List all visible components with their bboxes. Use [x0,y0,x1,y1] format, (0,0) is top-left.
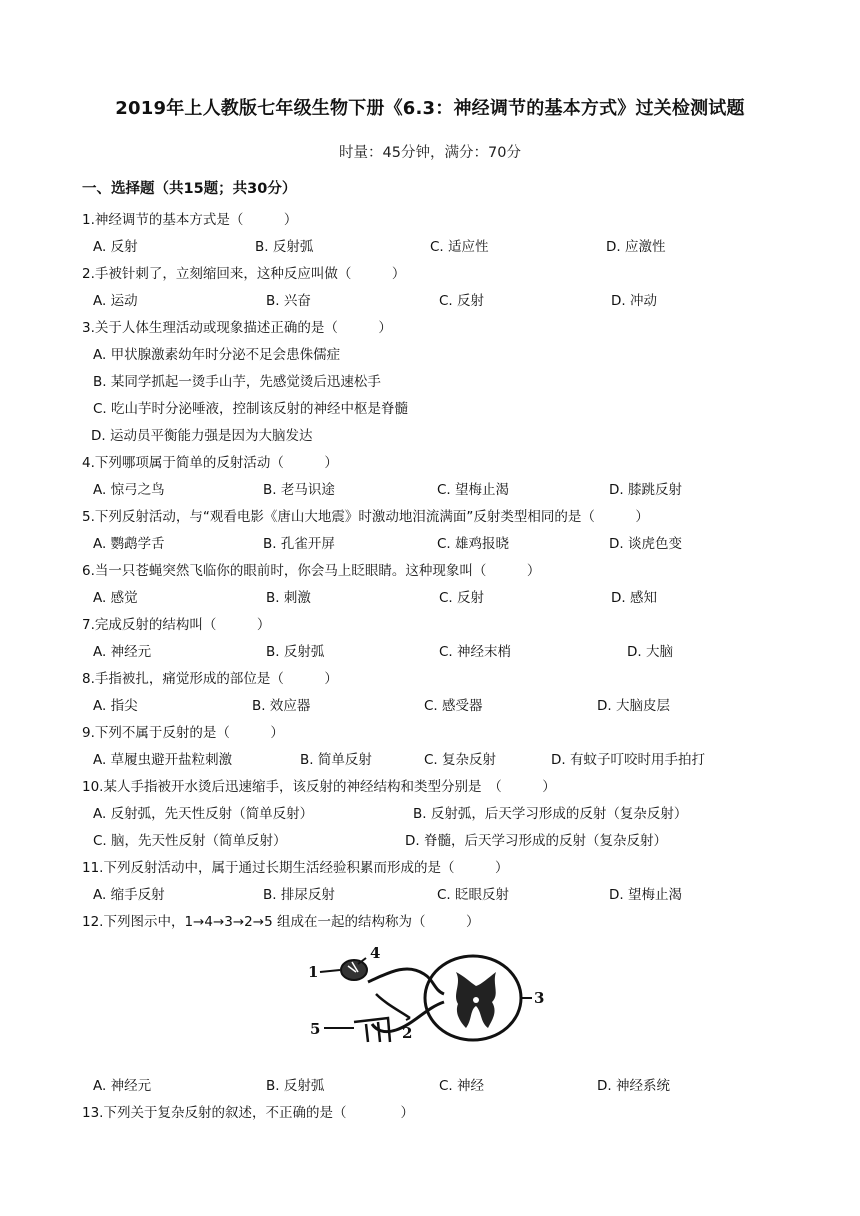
q2-option-b: B. 兴奋 [266,293,311,309]
q12-option-d: D. 神经系统 [597,1078,670,1094]
q11-option-d: D. 望梅止渴 [609,887,682,903]
q7-option-c: C. 神经末梢 [439,644,512,660]
q9-option-c: C. 复杂反射 [424,752,497,768]
q5-option-c: C. 雄鸡报晓 [437,536,510,552]
q9-option-a: A. 草履虫避开盐粒刺激 [93,752,233,768]
figure-label-3: 3 [534,989,545,1007]
q3-option-c: C. 吃山芋时分泌唾液，控制该反射的神经中枢是脊髓 [93,401,409,417]
q9-option-d: D. 有蚊子叮咬时用手拍打 [551,752,705,768]
q6-option-d: D. 感知 [611,590,657,606]
q3-option-b: B. 某同学抓起一烫手山芋，先感觉烫后迅速松手 [93,374,381,390]
q1-option-d: D. 应激性 [606,239,666,255]
q6-option-a: A. 感觉 [93,590,138,606]
q2-option-d: D. 冲动 [611,293,657,309]
question-2-stem: 2.手被针刺了，立刻缩回来，这种反应叫做（ ） [82,266,406,282]
q4-option-b: B. 老马识途 [263,482,335,498]
figure-label-1: 1 [308,963,319,981]
page-title: 2019年上人教版七年级生物下册《6.3：神经调节的基本方式》过关检测试题 [115,98,745,119]
q3-option-d: D. 运动员平衡能力强是因为大脑发达 [91,428,313,444]
q5-option-a: A. 鹦鹉学舌 [93,536,165,552]
q1-option-a: A. 反射 [93,239,138,255]
q6-option-b: B. 刺激 [266,590,311,606]
q8-option-b: B. 效应器 [252,698,311,714]
question-1-stem: 1.神经调节的基本方式是（ ） [82,212,298,228]
q12-option-a: A. 神经元 [93,1078,152,1094]
q8-option-a: A. 指尖 [93,698,138,714]
question-11-stem: 11.下列反射活动中，属于通过长期生活经验积累而形成的是（ ） [82,860,509,876]
q3-option-a: A. 甲状腺激素幼年时分泌不足会患侏儒症 [93,347,341,363]
question-4-stem: 4.下列哪项属于简单的反射活动（ ） [82,455,338,471]
q7-option-d: D. 大脑 [627,644,673,660]
question-13-stem: 13.下列关于复杂反射的叙述，不正确的是（ ） [82,1105,414,1121]
q10-option-d: D. 脊髓，后天学习形成的反射（复杂反射） [405,833,667,849]
question-10-stem: 10.某人手指被开水烫后迅速缩手，该反射的神经结构和类型分别是 （ ） [82,779,556,795]
question-5-stem: 5.下列反射活动，与“观看电影《唐山大地震》时激动地泪流满面”反射类型相同的是（ ） [82,509,649,525]
question-6-stem: 6.当一只苍蝇突然飞临你的眼前时，你会马上眨眼睛。这种现象叫（ ） [82,563,541,579]
q7-option-b: B. 反射弧 [266,644,325,660]
afferent-nerve [368,969,444,994]
section-heading: 一、选择题（共15题；共30分） [82,181,297,197]
q12-option-b: B. 反射弧 [266,1078,325,1094]
q11-option-a: A. 缩手反射 [93,887,165,903]
question-7-stem: 7.完成反射的结构叫（ ） [82,617,271,633]
q12-option-c: C. 神经 [439,1078,485,1094]
effector-shape [354,1018,390,1042]
figure-label-5: 5 [310,1020,321,1038]
q11-option-b: B. 排尿反射 [263,887,335,903]
exam-info: 时量：45分钟，满分：70分 [339,145,521,161]
figure-label-2: 2 [402,1024,413,1042]
q4-option-d: D. 膝跳反射 [609,482,682,498]
q11-option-c: C. 眨眼反射 [437,887,510,903]
q2-option-c: C. 反射 [439,293,485,309]
q4-option-a: A. 惊弓之鸟 [93,482,165,498]
question-9-stem: 9.下列不属于反射的是（ ） [82,725,284,741]
q9-option-b: B. 简单反射 [300,752,372,768]
q8-option-d: D. 大脑皮层 [597,698,670,714]
q5-option-d: D. 谈虎色变 [609,536,682,552]
figure-label-4: 4 [370,944,381,962]
q1-option-b: B. 反射弧 [255,239,314,255]
q6-option-c: C. 反射 [439,590,485,606]
q1-option-c: C. 适应性 [430,239,489,255]
question-12-stem: 12.下列图示中，1→4→3→2→5 组成在一起的结构称为（ ） [82,914,480,930]
q10-option-a: A. 反射弧，先天性反射（简单反射） [93,806,314,822]
q8-option-c: C. 感受器 [424,698,483,714]
q10-option-c: C. 脑，先天性反射（简单反射） [93,833,287,849]
q2-option-a: A. 运动 [93,293,138,309]
q4-option-c: C. 望梅止渴 [437,482,510,498]
q10-option-b: B. 反射弧，后天学习形成的反射（复杂反射） [413,806,688,822]
q5-option-b: B. 孔雀开屏 [263,536,335,552]
q7-option-a: A. 神经元 [93,644,152,660]
question-3-stem: 3.关于人体生理活动或现象描述正确的是（ ） [82,320,392,336]
question-8-stem: 8.手指被扎，痛觉形成的部位是（ ） [82,671,338,687]
reflex-arc-diagram [306,944,550,1048]
